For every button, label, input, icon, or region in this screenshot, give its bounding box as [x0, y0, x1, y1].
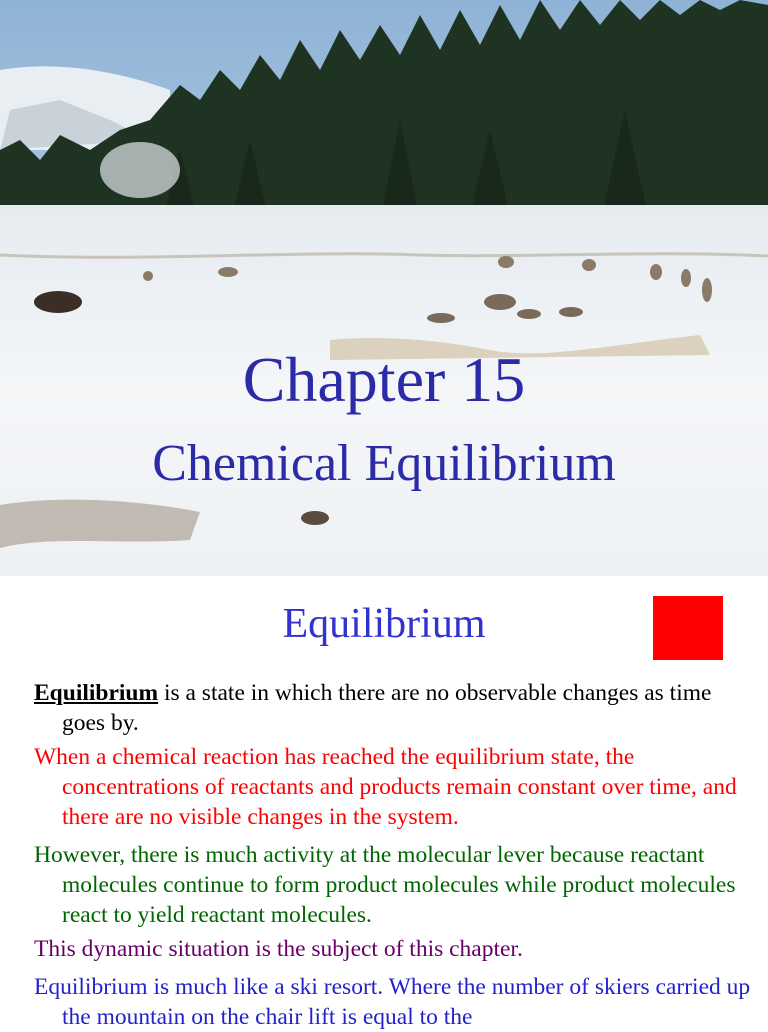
molecular-activity-paragraph: However, there is much activity at the molecular lever because reactant molecules continue to form product molecules while product molecules react to yield reactant molecules. [34, 842, 736, 928]
red-square-marker [653, 596, 723, 660]
definition-text: is a state in which there are no observable changes as time goes by. [62, 680, 712, 736]
slide-heading: Equilibrium [282, 601, 486, 647]
equilibrium-state-paragraph: When a chemical reaction has reached the equilibrium state, the concentrations of reactants and products remain constant over time, and there are no visible changes in the system. [34, 744, 737, 830]
definition-term: Equilibrium [34, 680, 159, 706]
definition-paragraph [34, 678, 754, 738]
equilibrium-slide [0, 576, 768, 1030]
ski-resort-paragraph: Equilibrium is much like a ski resort. Where the number of skiers carried up the mountain on the chair lift is equal to the [34, 974, 751, 1030]
dynamic-situation-paragraph: This dynamic situation is the subject of this chapter. [34, 936, 523, 962]
chapter-subtitle: Chemical Equilibrium [152, 435, 616, 492]
chapter-title: Chapter 15 [242, 344, 526, 415]
